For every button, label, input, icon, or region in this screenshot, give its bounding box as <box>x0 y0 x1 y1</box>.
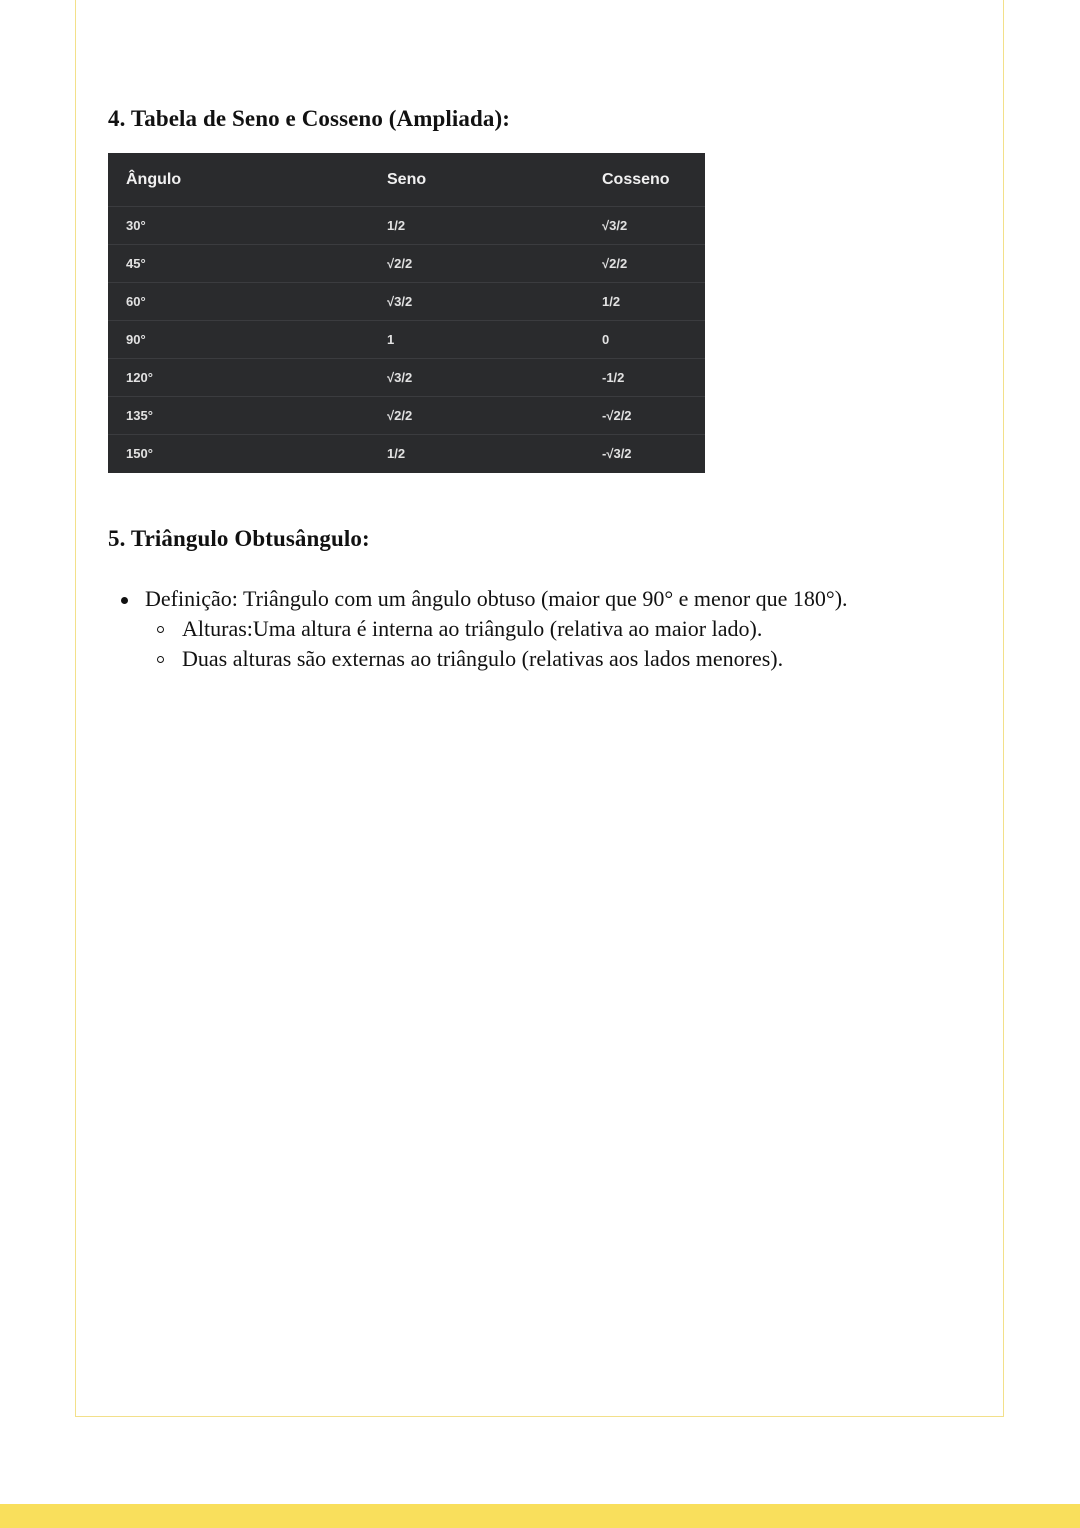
definition-text: Definição: Triângulo com um ângulo obtuso (maior que 90° e menor que 180°). <box>145 586 848 611</box>
cell-angle: 30° <box>108 207 369 245</box>
cell-cosine: 0 <box>584 321 705 359</box>
header-sine: Seno <box>369 153 584 207</box>
table-row <box>108 245 705 283</box>
table-row <box>108 435 705 473</box>
table-header-row <box>108 153 705 207</box>
cell-cosine: -1/2 <box>584 359 705 397</box>
footer-accent-bar <box>0 1504 1080 1528</box>
list-item <box>108 584 848 674</box>
table-row <box>108 207 705 245</box>
cell-cosine: √2/2 <box>584 245 705 283</box>
sine-cosine-table <box>108 153 705 473</box>
cell-cosine: √3/2 <box>584 207 705 245</box>
cell-sine: √2/2 <box>369 397 584 435</box>
cell-sine: √3/2 <box>369 359 584 397</box>
cell-cosine: -√2/2 <box>584 397 705 435</box>
list-item: Alturas:Uma altura é interna ao triângulo (relativa ao maior lado). <box>145 614 848 644</box>
cell-angle: 60° <box>108 283 369 321</box>
cell-angle: 150° <box>108 435 369 473</box>
table-row <box>108 359 705 397</box>
cell-angle: 45° <box>108 245 369 283</box>
cell-sine: 1/2 <box>369 207 584 245</box>
header-angle: Ângulo <box>108 153 369 207</box>
cell-cosine: 1/2 <box>584 283 705 321</box>
cell-angle: 135° <box>108 397 369 435</box>
definition-list <box>108 584 848 674</box>
heights-sublist <box>145 614 848 674</box>
section-5-heading: 5. Triângulo Obtusângulo: <box>108 526 370 551</box>
table-row <box>108 397 705 435</box>
cell-sine: 1/2 <box>369 435 584 473</box>
cell-angle: 90° <box>108 321 369 359</box>
cell-cosine: -√3/2 <box>584 435 705 473</box>
list-item: Duas alturas são externas ao triângulo (relativas aos lados menores). <box>145 644 848 674</box>
cell-angle: 120° <box>108 359 369 397</box>
table-row <box>108 321 705 359</box>
table-row <box>108 283 705 321</box>
header-cosine: Cosseno <box>584 153 705 207</box>
cell-sine: √3/2 <box>369 283 584 321</box>
cell-sine: 1 <box>369 321 584 359</box>
cell-sine: √2/2 <box>369 245 584 283</box>
section-4-heading: 4. Tabela de Seno e Cosseno (Ampliada): <box>108 106 510 131</box>
